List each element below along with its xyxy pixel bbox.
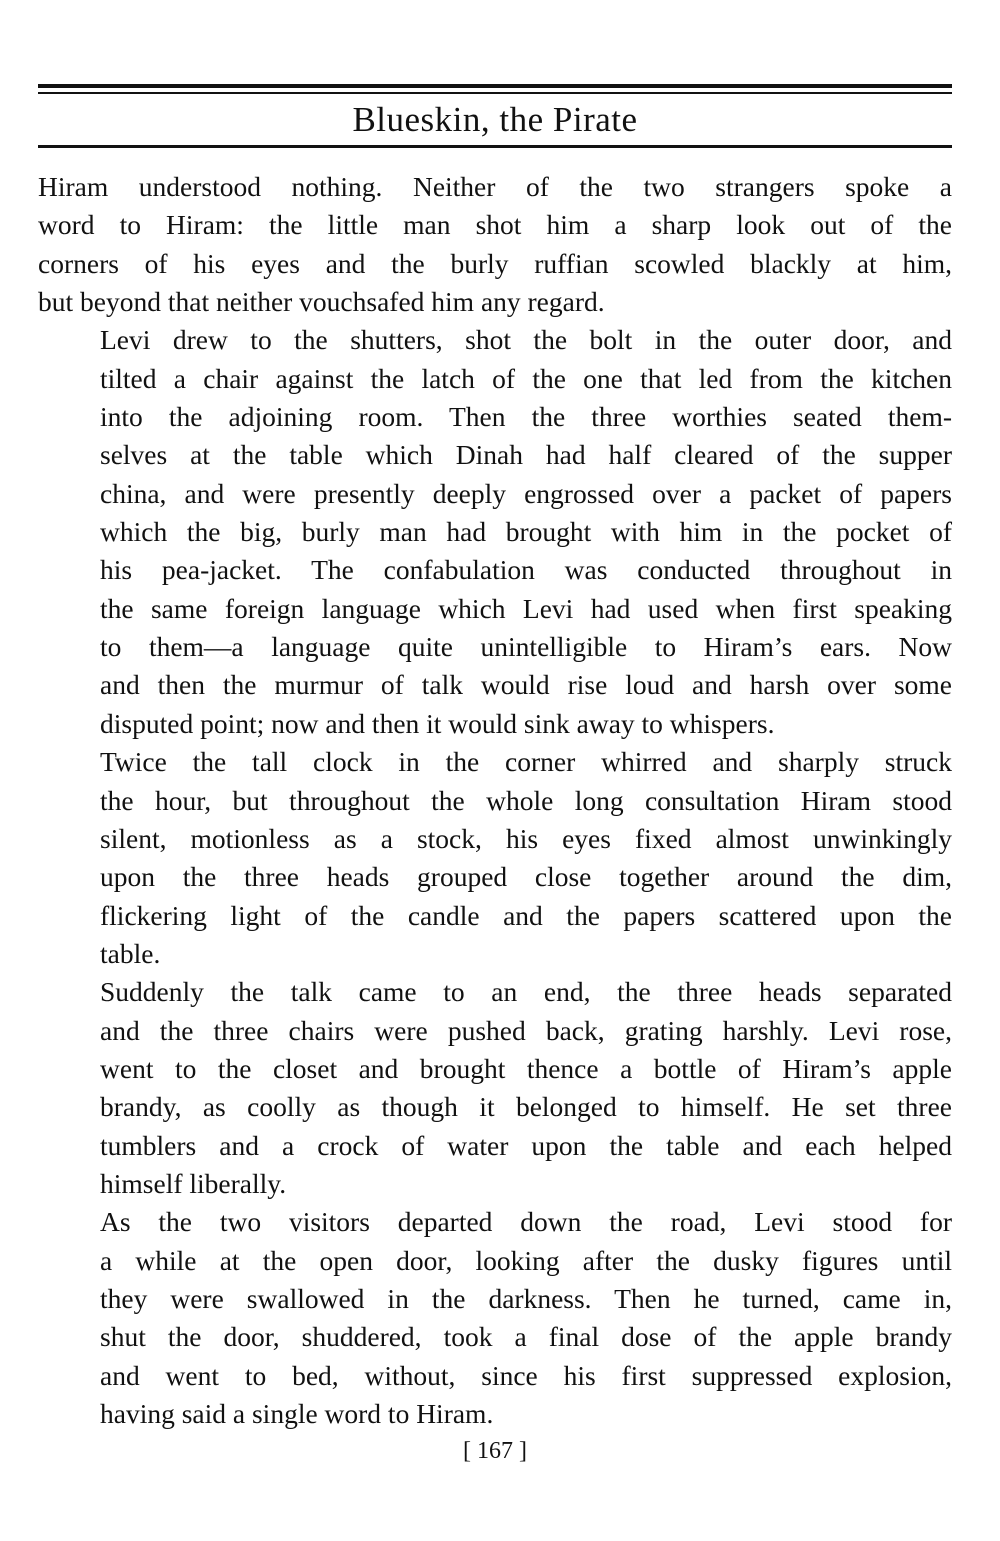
- running-title: Blueskin, the Pirate: [352, 100, 638, 139]
- text-line: china, and were presently deeply engrossed over a packet of papers: [100, 477, 952, 509]
- text-line: into the adjoining room. Then the three worthies seated them-: [100, 401, 952, 433]
- page-number: [ 167 ]: [463, 1438, 527, 1464]
- text-line: which the big, burly man had brought with him in the pocket of: [100, 516, 952, 548]
- text-line: table.: [100, 937, 161, 969]
- text-line: having said a single word to Hiram.: [100, 1398, 494, 1429]
- paragraph: [38, 973, 952, 1203]
- text-line: disputed point; now and then it would sink away to whispers.: [100, 707, 775, 739]
- paragraph: [38, 168, 952, 321]
- paragraph: [38, 1203, 952, 1433]
- text-line: and went to bed, without, since his first suppressed explosion,: [100, 1359, 952, 1391]
- text-line: to them—a language quite unintelligible to Hiram’s ears. Now: [100, 631, 952, 663]
- text-line: selves at the table which Dinah had half cleared of the supper: [100, 439, 952, 471]
- text-line: went to the closet and brought thence a bottle of Hiram’s apple: [100, 1052, 952, 1084]
- text-line: but beyond that neither vouchsafed him any regard.: [38, 286, 605, 318]
- text-line: word to Hiram: the little man shot him a sharp look out of the: [38, 209, 952, 241]
- text-line: Suddenly the talk came to an end, the three heads separated: [100, 976, 952, 1008]
- text-line: shut the door, shuddered, took a final dose of the apple brandy: [100, 1321, 952, 1353]
- header-double-rule-bottom: [38, 92, 952, 94]
- text-line: himself liberally.: [100, 1167, 287, 1199]
- text-line: tumblers and a crock of water upon the table and each helped: [100, 1129, 952, 1161]
- paragraph: [38, 321, 952, 743]
- text-line: Twice the tall clock in the corner whirred and sharply struck: [100, 746, 952, 778]
- header-double-rule-top: [38, 84, 952, 88]
- book-page: [38, 0, 952, 1541]
- text-line: tilted a chair against the latch of the one that led from the kitchen: [100, 362, 952, 394]
- header-underline-rule: [38, 145, 952, 148]
- text-line: and then the murmur of talk would rise loud and harsh over some: [100, 669, 952, 701]
- text-line: corners of his eyes and the burly ruffian scowled blackly at him,: [38, 247, 952, 279]
- text-line: a while at the open door, looking after the dusky figures until: [100, 1244, 952, 1276]
- body-text: [38, 168, 952, 1433]
- text-line: silent, motionless as a stock, his eyes fixed almost unwinkingly: [100, 822, 952, 854]
- text-line: they were swallowed in the darkness. Then he turned, came in,: [100, 1282, 952, 1314]
- text-line: upon the three heads grouped close together around the dim,: [100, 861, 952, 893]
- text-line: Hiram understood nothing. Neither of the two strangers spoke a: [38, 171, 952, 202]
- text-line: the hour, but throughout the whole long consultation Hiram stood: [100, 784, 952, 816]
- text-line: brandy, as coolly as though it belonged to himself. He set three: [100, 1091, 952, 1123]
- text-line: Levi drew to the shutters, shot the bolt in the outer door, and: [100, 324, 952, 356]
- paragraph: [38, 743, 952, 973]
- text-line: his pea-jacket. The confabulation was conducted throughout in: [100, 554, 952, 586]
- text-line: the same foreign language which Levi had used when first speaking: [100, 592, 952, 624]
- text-line: As the two visitors departed down the road, Levi stood for: [100, 1206, 952, 1238]
- text-line: and the three chairs were pushed back, grating harshly. Levi rose,: [100, 1014, 952, 1046]
- text-line: flickering light of the candle and the papers scattered upon the: [100, 899, 952, 931]
